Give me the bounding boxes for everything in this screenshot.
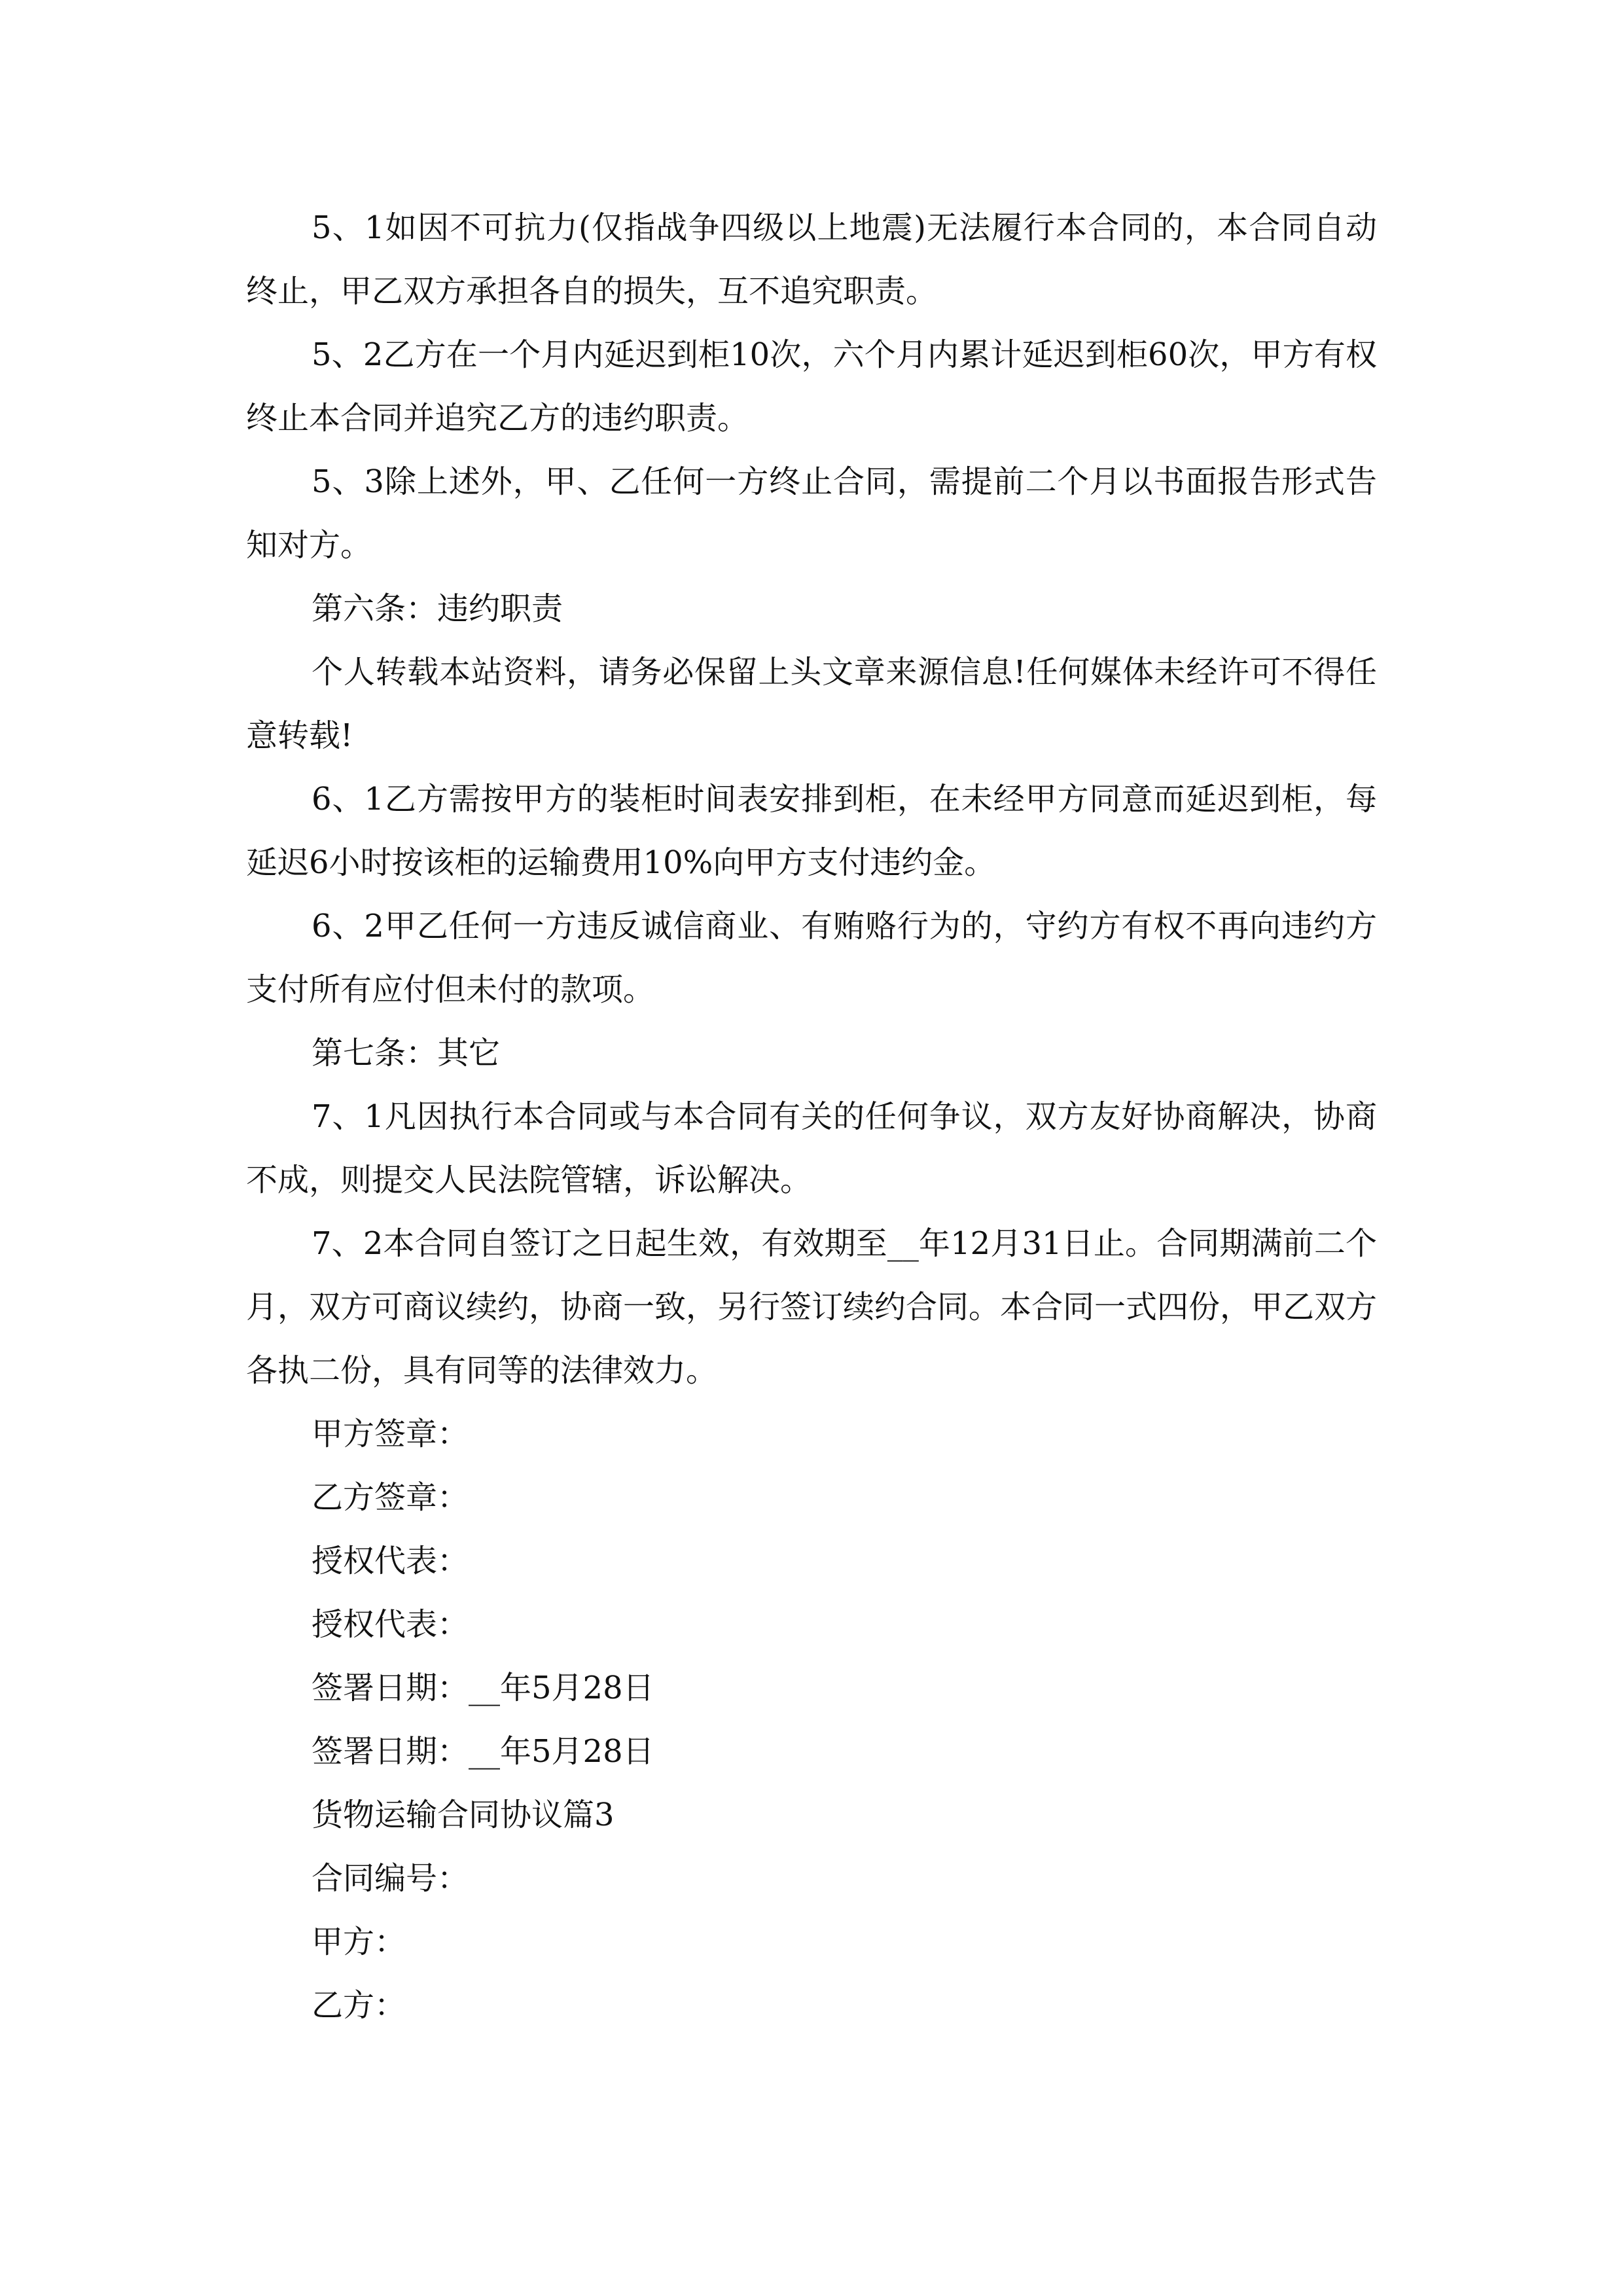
party-b-signature: 乙方签章： — [312, 1479, 469, 1516]
clause-6-1: 6、1乙方需按甲方的装柜时间表安排到柜，在未经甲方同意而延迟到柜，每延迟6小时按该柜的运输费用10%向甲方支付违约金。 — [246, 781, 1377, 881]
article-6-heading: 第六条：违约职责 — [312, 590, 563, 627]
article-7-heading: 第七条：其它 — [312, 1035, 501, 1071]
authorized-rep-a: 授权代表： — [312, 1543, 469, 1579]
document-body — [246, 196, 1377, 2037]
signing-date-a: 签署日期：__年5月28日 — [312, 1670, 654, 1706]
party-a: 甲方： — [312, 1924, 406, 1960]
contract-number: 合同编号： — [312, 1860, 469, 1897]
clause-6-2: 6、2甲乙任何一方违反诚信商业、有贿赂行为的，守约方有权不再向违约方支付所有应付但未付的款项。 — [246, 908, 1377, 1008]
reprint-notice: 个人转载本站资料，请务必保留上头文章来源信息!任何媒体未经许可不得任意转载! — [246, 654, 1377, 754]
authorized-rep-b: 授权代表： — [312, 1606, 469, 1643]
section-title: 货物运输合同协议篇3 — [312, 1797, 615, 1833]
clause-5-2: 5、2乙方在一个月内延迟到柜10次，六个月内累计延迟到柜60次，甲方有权终止本合同并追究乙方的违约职责。 — [246, 336, 1377, 437]
signing-date-b: 签署日期：__年5月28日 — [312, 1733, 654, 1770]
clause-7-1: 7、1凡因执行本合同或与本合同有关的任何争议，双方友好协商解决，协商不成，则提交人民法院管辖，诉讼解决。 — [246, 1098, 1377, 1198]
clause-7-2: 7、2本合同自签订之日起生效，有效期至__年12月31日止。合同期满前二个月，双方可商议续约，协商一致，另行签订续约合同。本合同一式四份，甲乙双方各执二份，具有同等的法律效力。 — [246, 1225, 1378, 1389]
clause-5-3: 5、3除上述外，甲、乙任何一方终止合同，需提前二个月以书面报告形式告知对方。 — [246, 463, 1377, 564]
party-b: 乙方： — [312, 1987, 406, 2024]
party-a-signature: 甲方签章： — [312, 1416, 469, 1452]
clause-5-1: 5、1如因不可抗力(仅指战争四级以上地震)无法履行本合同的，本合同自动终止，甲乙双方承担各自的损失，互不追究职责。 — [246, 209, 1377, 310]
